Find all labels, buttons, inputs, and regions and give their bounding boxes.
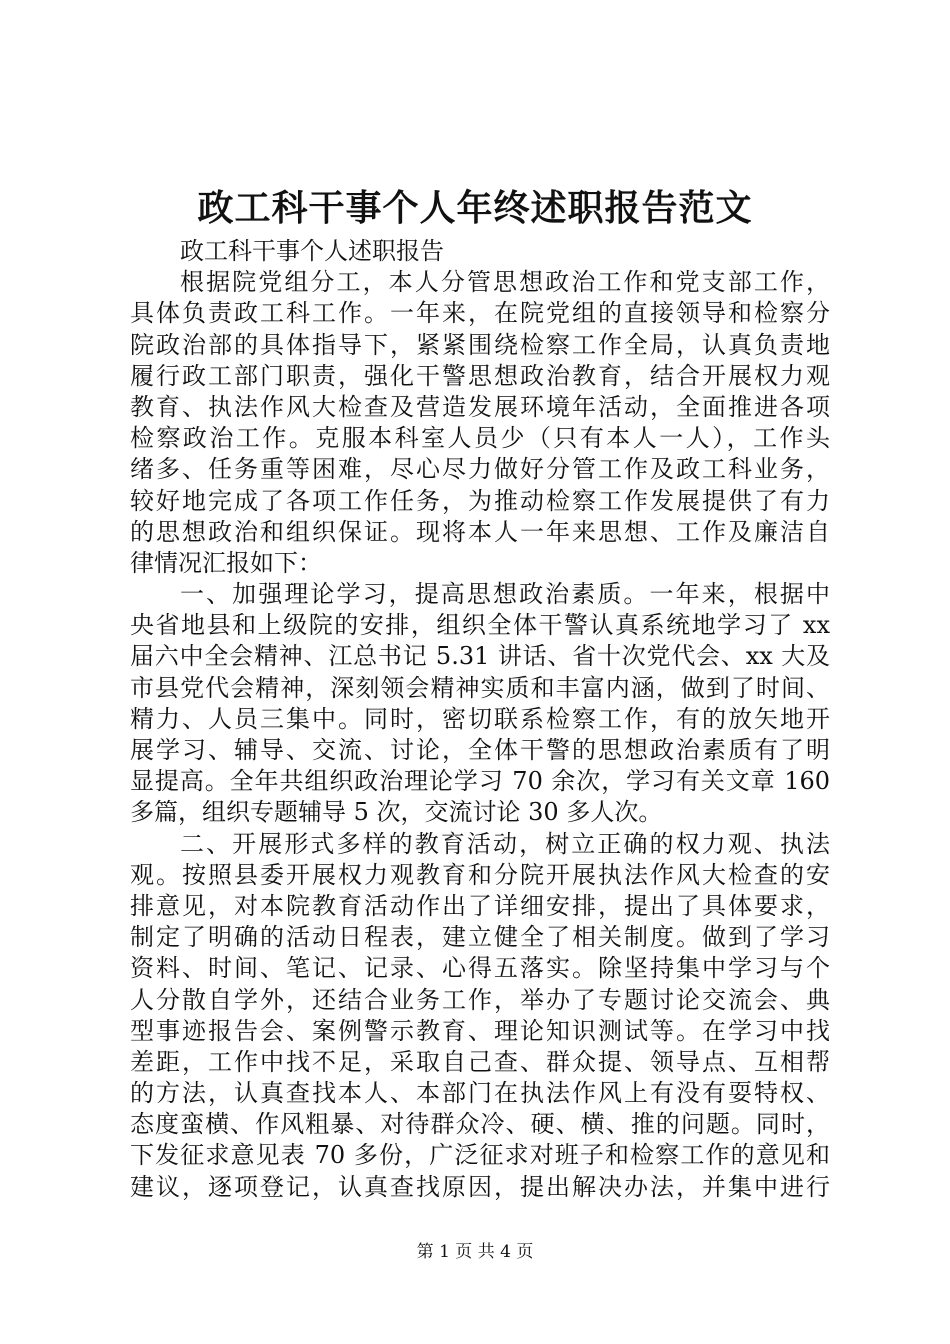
body-line: 教育、执法作风大检查及营造发展环境年活动，全面推进各项 [130, 392, 830, 421]
body-line: 检察政治工作。克服本科室人员少（只有本人一人），工作头 [130, 424, 830, 453]
body-line: 建议，逐项登记，认真查找原因，提出解决办法，并集中进行 [130, 1172, 830, 1201]
body-line: 展学习、辅导、交流、讨论，全体干警的思想政治素质有了明 [130, 736, 830, 764]
body-line: 履行政工部门职责，强化干警思想政治教育，结合开展权力观 [130, 361, 830, 390]
body-line: 下发征求意见表 70 多份，广泛征求对班子和检察工作的意见和 [130, 1141, 830, 1170]
body-line: 较好地完成了各项工作任务，为推动检察工作发展提供了有力 [130, 486, 830, 515]
body-line: 根据院党组分工，本人分管思想政治工作和党支部工作， [180, 268, 830, 297]
body-line: 人分散自学外，还结合业务工作，举办了专题讨论交流会、典 [130, 985, 830, 1014]
body-line: 观。按照县委开展权力观教育和分院开展执法作风大检查的安 [130, 860, 830, 889]
body-line: 显提高。全年共组织政治理论学习 70 余次，学习有关文章 160 [130, 767, 830, 796]
document-title: 政工科干事个人年终述职报告范文 [197, 187, 753, 229]
body-line: 院政治部的具体指导下，紧紧围绕检察工作全局，认真负责地 [130, 330, 830, 359]
body-line: 制定了明确的活动日程表，建立健全了相关制度。做到了学习 [130, 923, 830, 952]
body-line: 态度蛮横、作风粗暴、对待群众冷、硬、横、推的问题。同时， [130, 1110, 830, 1139]
document-body [130, 236, 830, 1203]
body-line: 的思想政治和组织保证。现将本人一年来思想、工作及廉洁自 [130, 517, 830, 546]
body-line: 资料、时间、笔记、记录、心得五落实。除坚持集中学习与个 [130, 954, 830, 983]
document-subtitle: 政工科干事个人述职报告 [180, 237, 444, 265]
body-line: 多篇，组织专题辅导 5 次，交流讨论 30 多人次。 [130, 798, 663, 827]
body-line: 央省地县和上级院的安排，组织全体干警认真系统地学习了 xx [130, 611, 830, 640]
body-line: 排意见，对本院教育活动作出了详细安排，提出了具体要求， [130, 891, 830, 920]
body-line: 律情况汇报如下： [130, 548, 322, 577]
body-line: 一、加强理论学习，提高思想政治素质。一年来，根据中 [180, 580, 830, 609]
body-line: 届六中全会精神、江总书记 5.31 讲话、省十次党代会、xx 大及 [130, 642, 830, 671]
body-line: 绪多、任务重等困难，尽心尽力做好分管工作及政工科业务， [130, 455, 830, 484]
body-line: 二、开展形式多样的教育活动，树立正确的权力观、执法 [180, 829, 830, 858]
body-line: 市县党代会精神，深刻领会精神实质和丰富内涵，做到了时间、 [130, 673, 830, 702]
body-line: 具体负责政工科工作。一年来，在院党组的直接领导和检察分 [130, 299, 830, 328]
body-line: 精力、人员三集中。同时，密切联系检察工作，有的放矢地开 [130, 704, 830, 733]
body-line: 的方法，认真查找本人、本部门在执法作风上有没有耍特权、 [130, 1079, 830, 1108]
body-line: 型事迹报告会、案例警示教育、理论知识测试等。在学习中找 [130, 1016, 830, 1045]
page-footer: 第 1 页 共 4 页 [416, 1242, 534, 1262]
body-line: 差距，工作中找不足，采取自己查、群众提、领导点、互相帮 [130, 1047, 830, 1076]
